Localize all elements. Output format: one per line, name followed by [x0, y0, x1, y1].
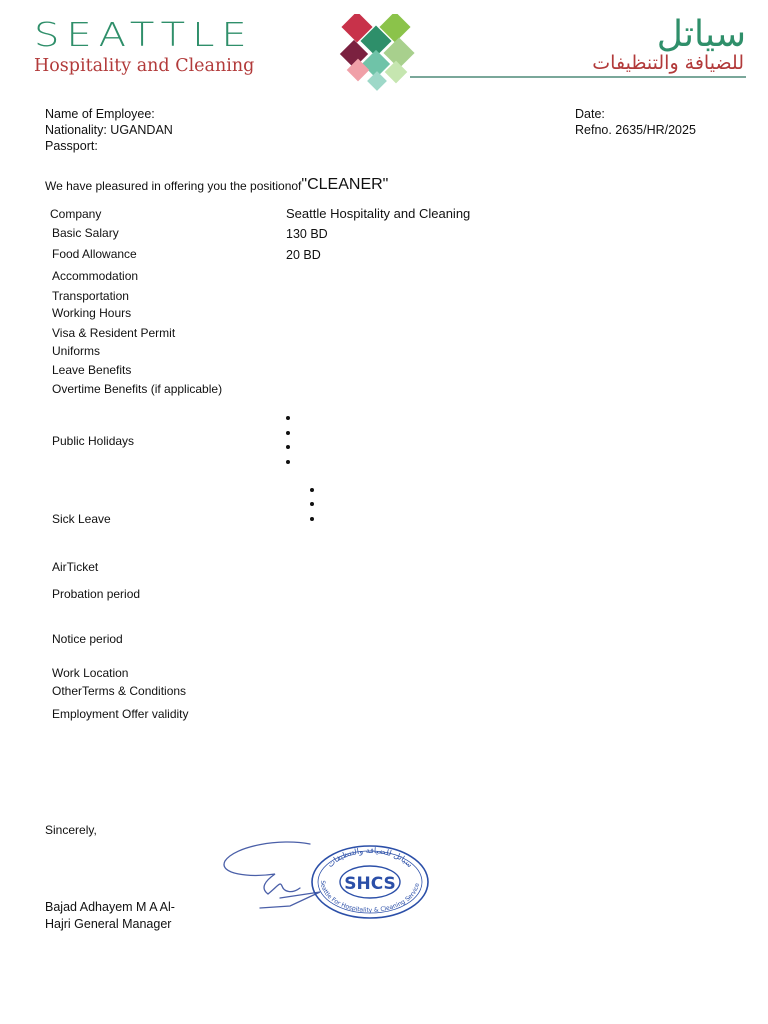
probation-period-label: Probation period [52, 587, 141, 601]
offer-validity-label: Employment Offer validity [52, 707, 189, 721]
passport-label: Passport: [45, 139, 98, 153]
working-hours-label: Working Hours [52, 306, 132, 320]
leave-benefits-label: Leave Benefits [52, 363, 132, 377]
closing-salutation: Sincerely, [45, 823, 97, 837]
offer-intro-text: We have pleasured in offering you the positionof [45, 179, 302, 193]
nationality-label: Nationality: UGANDAN [45, 123, 173, 137]
stamp-ring-text: Seattle For Hospitality & Cleaning Service [318, 880, 421, 914]
notice-period-label: Notice period [52, 632, 123, 646]
header-divider [410, 76, 746, 78]
logo-wordmark: SEATTLE [34, 16, 254, 55]
bullet-dot [310, 488, 314, 492]
offered-position: "CLEANER" [301, 176, 389, 193]
date-label: Date: [575, 107, 605, 121]
bullet-dot [286, 416, 290, 420]
stamp-arabic-text: سياتل للضيافة والتنظيفات [325, 845, 415, 870]
employee-name-label: Name of Employee: [45, 107, 155, 121]
signatory-name: Bajad Adhayem M A Al- [45, 900, 175, 914]
basic-salary-value: 130 BD [286, 227, 328, 241]
accommodation-label: Accommodation [52, 269, 139, 283]
bullet-dot [286, 460, 290, 464]
company-stamp-icon [305, 842, 435, 922]
air-ticket-label: AirTicket [52, 560, 99, 574]
transportation-label: Transportation [52, 289, 129, 303]
bullet-dot [286, 445, 290, 449]
sick-leave-label: Sick Leave [52, 512, 111, 526]
bullet-dot [310, 502, 314, 506]
food-allowance-value: 20 BD [286, 248, 321, 262]
uniforms-label: Uniforms [52, 344, 101, 358]
company-label: Company [50, 207, 102, 221]
company-logo-english [34, 18, 254, 76]
other-terms-label: OtherTerms & Conditions [52, 684, 187, 698]
offer-intro [45, 176, 388, 194]
company-value: Seattle Hospitality and Cleaning [286, 206, 471, 221]
logo-arabic-subtitle: للضيافة والتنظيفات [592, 52, 744, 74]
visa-permit-label: Visa & Resident Permit [52, 326, 176, 340]
public-holidays-label: Public Holidays [52, 434, 135, 448]
food-allowance-label: Food Allowance [52, 247, 137, 261]
logo-arabic-name: سياتل [656, 14, 746, 55]
stamp-center-text: SHCS [344, 874, 396, 894]
work-location-label: Work Location [52, 666, 129, 680]
logo-diamonds-icon [338, 14, 426, 94]
basic-salary-label: Basic Salary [52, 226, 119, 240]
logo-subtitle: Hospitality and Cleaning [34, 56, 255, 76]
overtime-label: Overtime Benefits (if applicable) [52, 382, 223, 396]
signatory-title: Hajri General Manager [45, 917, 172, 931]
reference-number: Refno. 2635/HR/2025 [575, 123, 696, 137]
bullet-dot [310, 517, 314, 521]
bullet-dot [286, 431, 290, 435]
